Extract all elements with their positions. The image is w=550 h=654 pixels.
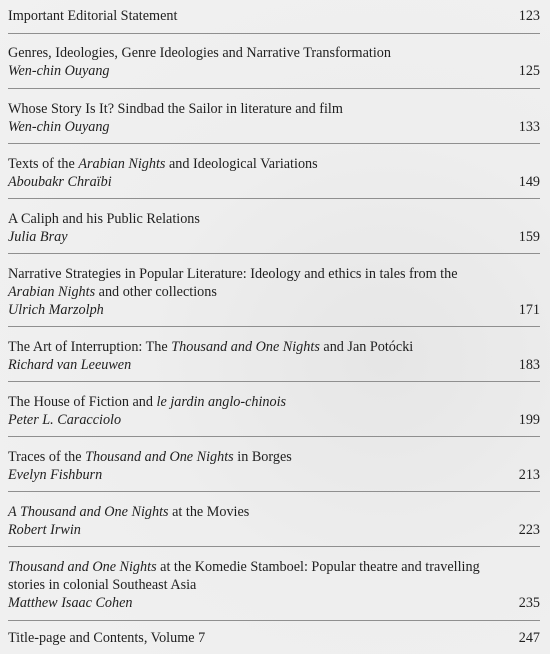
divider [8, 381, 540, 382]
divider [8, 620, 540, 621]
divider [8, 198, 540, 199]
toc-entry-author: Wen-chin Ouyang [8, 63, 110, 79]
divider [8, 436, 540, 437]
divider [8, 546, 540, 547]
toc-entry-page-number: 149 [518, 174, 540, 190]
divider [8, 143, 540, 144]
toc-entry-author: Wen-chin Ouyang [8, 119, 110, 135]
toc-entry-komedie-stamboel [8, 558, 540, 612]
divider [8, 253, 540, 254]
toc-entry-title: A Thousand and One Nights at the Movies [8, 504, 250, 520]
toc-entry-page-number: 199 [518, 412, 540, 428]
toc-entry-author: Ulrich Marzolph [8, 302, 104, 318]
toc-entry-title: The House of Fiction and le jardin anglo-chinois [8, 394, 287, 410]
toc-entry-author: Julia Bray [8, 229, 68, 245]
toc-entry-title: Title-page and Contents, Volume 7 [8, 630, 206, 646]
toc-entry-author: Richard van Leeuwen [8, 357, 132, 373]
toc-entry-movies [8, 503, 540, 539]
toc-entry-art-of-interruption [8, 338, 540, 374]
toc-entry-title: Whose Story Is It? Sindbad the Sailor in literature and film [8, 101, 343, 117]
divider [8, 33, 540, 34]
toc-entry-house-of-fiction [8, 393, 540, 429]
toc-entry-page-number: 235 [518, 595, 540, 611]
toc-entry-author: Peter L. Caracciolo [8, 412, 122, 428]
toc-entry-author: Evelyn Fishburn [8, 467, 103, 483]
toc-entry-author: Aboubakr Chraïbi [8, 174, 112, 190]
toc-entry-page-number: 213 [518, 467, 540, 483]
toc-entry-title: Texts of the Arabian Nights and Ideological Variations [8, 156, 318, 172]
toc-entry-author: Robert Irwin [8, 522, 81, 538]
toc-entry-page-number: 183 [518, 357, 540, 373]
toc-entry-title: Important Editorial Statement [8, 8, 178, 24]
toc-entry-caliph [8, 210, 540, 246]
toc-entry-title: Narrative Strategies in Popular Literature: Ideology and ethics in tales from the Arabian Nights and other collections [8, 266, 458, 300]
toc-entry-texts-arabian-nights [8, 155, 540, 191]
toc-entry-page-number: 223 [518, 522, 540, 538]
divider [8, 88, 540, 89]
toc-entry-whose-story [8, 100, 540, 136]
toc-entry-title: Traces of the Thousand and One Nights in Borges [8, 449, 292, 465]
toc-entry-title: Genres, Ideologies, Genre Ideologies and Narrative Transformation [8, 45, 391, 61]
toc-entry-title: The Art of Interruption: The Thousand and One Nights and Jan Potócki [8, 339, 414, 355]
toc-entry-title: A Caliph and his Public Relations [8, 211, 200, 227]
toc-entry-page-number: 171 [518, 302, 540, 318]
toc-entry-author: Matthew Isaac Cohen [8, 595, 133, 611]
toc-entry-page-number: 125 [518, 63, 540, 79]
toc-entry-narrative-strategies [8, 265, 540, 319]
toc-entry-title-page-contents [8, 629, 540, 647]
toc-entry-traces-borges [8, 448, 540, 484]
toc-entry-page-number: 247 [518, 630, 540, 646]
toc-entry-editorial-statement [8, 7, 540, 25]
toc-entry-page-number: 133 [518, 119, 540, 135]
toc-entry-title: Thousand and One Nights at the Komedie Stamboel: Popular theatre and travelling stories in colonial Southeast Asia [8, 559, 480, 593]
toc-entry-page-number: 123 [518, 8, 540, 24]
toc-entry-genres-ideologies [8, 44, 540, 80]
divider [8, 326, 540, 327]
divider [8, 491, 540, 492]
toc-entry-page-number: 159 [518, 229, 540, 245]
